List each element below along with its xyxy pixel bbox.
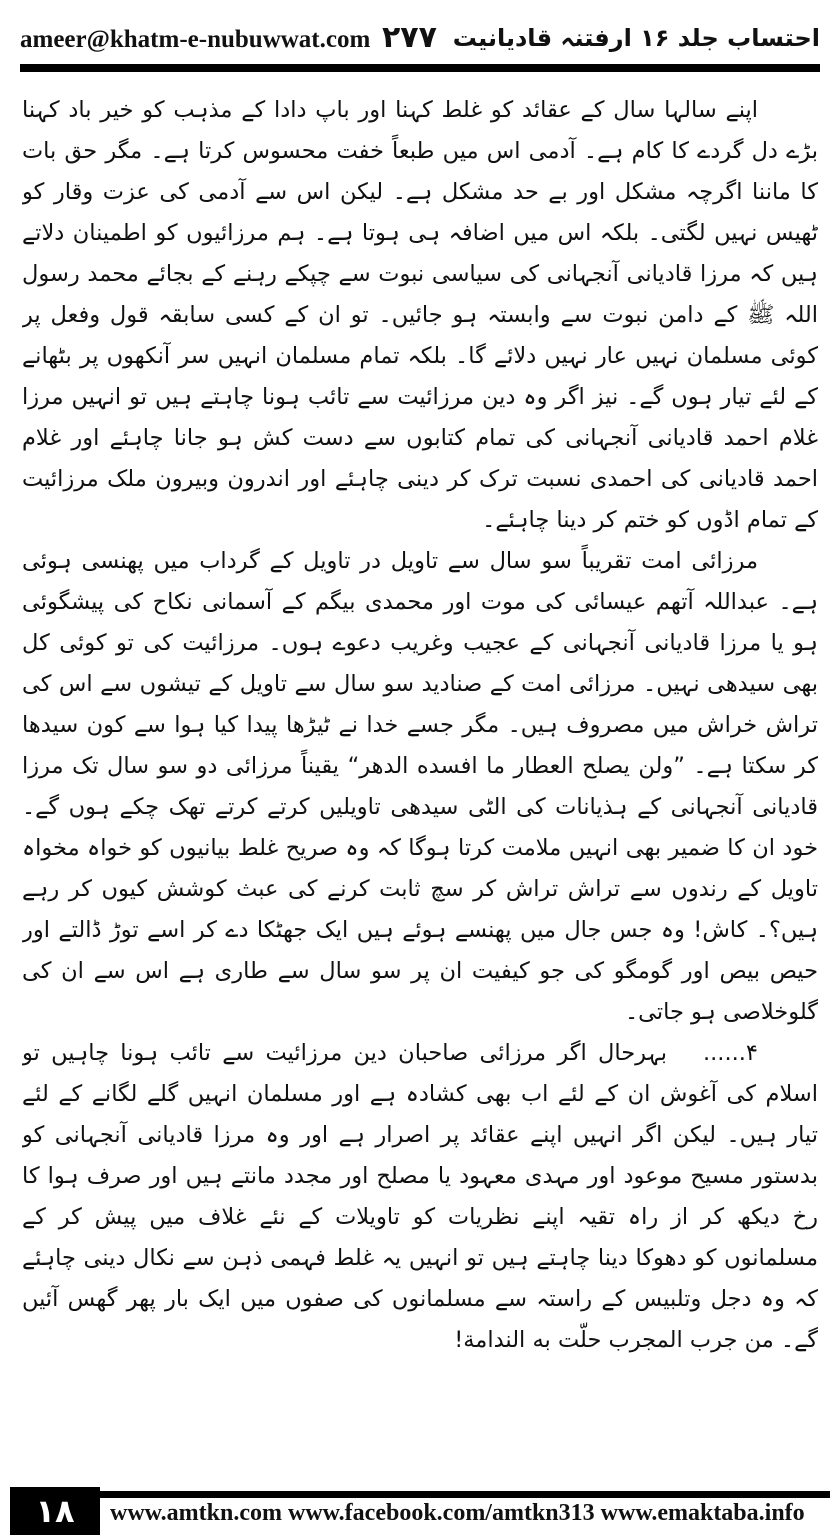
page-header — [20, 18, 820, 58]
paragraph-1: اپنے سالہا سال کے عقائد کو غلط کہنا اور باپ دادا کے مذہب کو خیر باد کہنا بڑے دل گردے کا کام ہے۔ آدمی اس میں طبعاً خفت محسوس کرتا ہے۔ مگر حق بات کا ماننا اگرچہ مشکل اور بے حد مشکل ہے۔ لیکن اس سے آدمی کی عزت وقار کو ٹھیس نہیں لگتی۔ بلکہ اس میں اضافہ ہی ہوتا ہے۔ ہم مرزائیوں کو اطمینان دلاتے ہیں کہ مرزا قادیانی آنجہانی کی سیاسی نبوت سے چپکے رہنے کے بجائے محمد رسول اللہ ﷺ کے دامن نبوت سے وابستہ ہو جائیں۔ تو ان کے کسی سابقہ قول وفعل پر کوئی مسلمان نہیں عار نہیں دلائے گا۔ بلکہ تمام مسلمان انہیں سر آنکھوں پر بٹھانے کے لئے تیار ہوں گے۔ نیز اگر وہ دین مرزائیت سے تائب ہونا چاہتے ہیں تو انہیں مرزا غلام احمد قادیانی آنجہانی کی تمام کتابوں سے دست کش ہو جانا چاہئے اور غلام احمد قادیانی کی احمدی نسبت ترک کر دینی چاہئے اور اندرون وبیرون ملک مرزائیت کے تمام اڈوں کو ختم کر دینا چاہئے۔ — [22, 97, 818, 533]
page-body — [22, 90, 818, 1455]
header-email[interactable]: ameer@khatm-e-nubuwwat.com — [20, 26, 371, 53]
header-rule — [20, 64, 820, 72]
header-book-title: احتساب جلد ۱۶ ارفتنہ قادیانیت — [452, 24, 820, 52]
paragraph-number: ۴...... — [702, 1040, 758, 1066]
header-page-number: ۲۷۷ — [382, 20, 437, 55]
footer-page-badge: ۱۸ — [10, 1487, 100, 1535]
footer-rule — [100, 1491, 830, 1498]
footer-links[interactable]: www.amtkn.com www.facebook.com/amtkn313 www.emaktaba.info — [110, 1500, 805, 1526]
paragraph-2: مرزائی امت تقریباً سو سال سے تاویل در تاویل کے گرداب میں پھنسی ہوئی ہے۔ عبداللہ آتھم عیسائی کی موت اور محمدی بیگم کے آسمانی نکاح کی پیشگوئی ہو یا مرزا قادیانی آنجہانی کے عجیب وغریب دعوے ہوں۔ مرزائیت کی تو کوئی کل بھی سیدھی نہیں۔ مرزائی امت کے صنادید سو سال سے تاویل کے تیشوں سے اس کی تراش خراش میں مصروف ہیں۔ مگر جسے خدا نے ٹیڑھا پیدا کیا ہوا سے کون سیدھا کر سکتا ہے۔ ”ولن یصلح العطار ما افسده الدهر“ یقیناً مرزائی دو سو سال تک مرزا قادیانی آنجہانی کے ہذیانات کی الٹی سیدھی تاویلیں کرتے کرتے تھک چکے ہوں گے۔ خود ان کا ضمیر بھی انہیں ملامت کرتا ہوگا کہ وہ صریح غلط بیانیوں کو خواہ مخواہ تاویل کے رندوں سے تراش تراش کر سچ ثابت کرنے کی عبث کوشش کیوں کر رہے ہیں؟۔ کاش! وہ جس جال میں پھنسے ہوئے ہیں ایک جھٹکا دے کر اسے توڑ ڈالتے اور حیص بیص اور گومگو کی جو کیفیت ان پر سو سال سے طاری ہے اس سے ان کی گلوخلاصی ہو جاتی۔ — [22, 548, 818, 1025]
paragraph-3-text: بہرحال اگر مرزائی صاحبان دین مرزائیت سے تائب ہونا چاہیں تو اسلام کی آغوش ان کے لئے اب بھی کشادہ ہے اور مسلمان انہیں گلے لگانے کے لئے تیار ہیں۔ لیکن اگر انہیں اپنے عقائد پر اصرار ہے اور وہ مرزا قادیانی آنجہانی کو بدستور مسیح موعود اور مہدی معہود یا مصلح اور مجدد مانتے ہیں اور صرف ہوا کا رخ دیکھ کر از راہ تقیہ اپنے نظریات کو تاویلات کے نئے غلاف میں پیش کر کے مسلمانوں کو دھوکا دینا چاہتے ہیں تو انہیں یہ غلط فہمی ذہن سے نکال دینی چاہئے کہ وہ دجل وتلبیس کے راستہ سے مسلمانوں کی صفوں میں ایک بار پھر گھس آئیں گے۔ من جرب المجرب حلّت به الندامة! — [22, 1040, 818, 1353]
paragraph-3 — [22, 1033, 818, 1361]
